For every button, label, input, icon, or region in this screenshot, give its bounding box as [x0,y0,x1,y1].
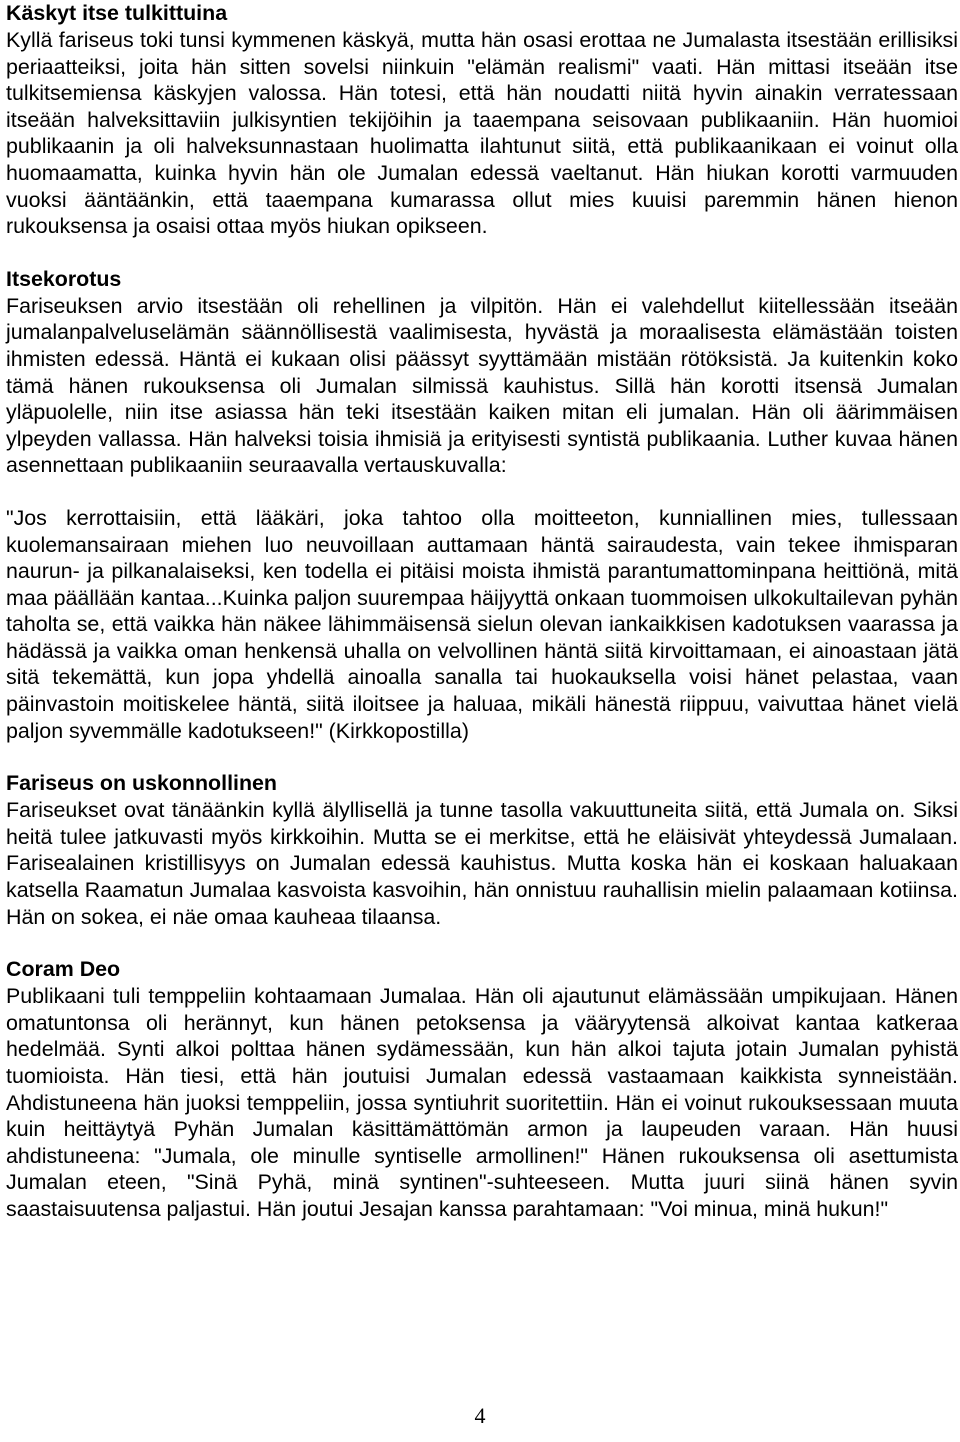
section-heading: Coram Deo [6,957,121,982]
section-paragraph: Publikaani tuli temppeliin kohtaamaan Jumalaa. Hän oli ajautunut elämässään umpikujaan. Hänen omatuntonsa oli herännyt, kun hänen petoksensa ja vääryytensä alkoivat kantaa katkeraa hedelmää. Synti alkoi polttaa hänen sydämessään, kun hän alkoi tajuta jotain Jumalan pyhistä tuomioista. Hän tiesi, että hän joutuisi Jumalan edessä vastaamaan kaikkista synneistään. Ahdistuneena hän juoksi temppeliin, jossa syntiuhrit suoritettiin. Hän ei voinut rukouksessaan muuta kuin heittäytyä Pyhän Jumalan käsittämättömän armon ja laupeuden varaan. Hän huusi ahdistuneena: "Jumala, ole minulle syntiselle armollinen!" Hänen rukouksensa oli asettumista Jumalan eteen, "Sinä Pyhä, minä syntinen"-suhteeseen. Mutta juuri siinä hänen syvin saastaisuutensa paljastui. Hän joutui Jesajan kanssa parahtamaan: "Voi minua, minä hukun!" [6,984,958,1221]
section-spacer [6,744,958,770]
section-heading: Itsekorotus [6,266,122,291]
section-coram-deo [6,956,958,1222]
section-fariseus [6,770,958,930]
document-page [6,0,958,1223]
section-paragraph: Kyllä fariseus toki tunsi kymmenen käskyä, mutta hän osasi erottaa ne Jumalasta itsestään erillisiksi periaatteiksi, joita hän sitten sovelsi niinkuin "elämän realismi" vaati. Hän mittasi itseään itse tulkitsemiensa käskyjen valossa. Hän totesi, että hän noudatti niitä hyvin ainakin verratessaan itseään halveksittaviin julkisyntien tekijöihin ja taaempana seisovaan publikaaniin. Hän huomioi publikaanin ja oli halveksunnastaan huolimatta ilahtunut siitä, että publikaanikaan ei voinut olla huomaamatta, kuinka hyvin hän ole Jumalan edessä vaeltanut. Hän hiukan korotti varmuuden vuoksi ääntäänkin, että taaempana kumarassa ollut mies kuuisi paremmin hänen hienon rukouksensa ja osaisi ottaa myös hiukan opikseen. [6,28,958,239]
section-itsekorotus [6,266,958,745]
section-spacer [6,930,958,956]
section-heading: Fariseus on uskonnollinen [6,771,277,796]
page-number: 4 [474,1403,486,1428]
section-paragraph: Fariseukset ovat tänäänkin kyllä älyllisellä ja tunne tasolla vakuuttuneita siitä, että Jumala on. Siksi heitä tulee jatkuvasti myös kirkkoihin. Mutta se ei merkitse, että he eläisivät yhteydessä Jumalaan. Farisealainen kristillisyys on Jumalan edessä kauhistus. Mutta koska hän ei koskaan haluakaan katsella Raamatun Jumalaa kasvoista kasvoihin, hän onnistuu rauhallisin mielin palaamaan kotiinsa. Hän on sokea, ei näe omaa kauheaa tilaansa. [6,798,958,929]
paragraph-spacer [6,479,958,505]
quote-paragraph: "Jos kerrottaisiin, että lääkäri, joka tahtoo olla moitteeton, kunniallinen mies, tullessaan kuolemansairaan miehen luo neuvoillaan auttamaan häntä sairaudesta, vain tekee ihmisparan naurun- ja pilkanalaiseksi, ken todella ei pitäisi moista ihmistä parantumattominpana heittiönä, mitä maa päällään kantaa...Kuinka paljon suurempaa häijyyttä onkaan tuommoisen ulkokultailevan pyhän taholta se, että vaikka hän näkee lähimmäisensä sielun olevan iankaikkisen kadotuksen vaarassa ja hädässä ja vaikka oman henkensä uhalla on velvollinen häntä siitä kirvoittamaan, ei ainoastaan jätä sitä tekemättä, kun jopa yhdellä ainoalla sanalla tai huokauksella voisi hänet pelastaa, vaan päinvastoin moitiskelee häntä, siitä iloitsee ja haluaa, mikäli hänestä riippuu, vaivuttaa hänet vielä paljon syvemmälle kadotukseen!" (Kirkkopostilla) [6,505,958,743]
section-spacer [6,240,958,266]
section-kaskyt [6,0,958,240]
section-paragraph: Fariseuksen arvio itsestään oli rehellinen ja vilpitön. Hän ei valehdellut kiitellessään itseään jumalanpalveluselämän säännöllisestä vaalimisesta, hyvästä ja moraalisesta elämästään toisten ihmisten edessä. Häntä ei kukaan olisi päässyt syyttämään mistään rötöksistä. Ja kuitenkin koko tämä hänen rukouksensa oli Jumalan silmissä kauhistus. Sillä hän korotti itsensä Jumalan yläpuolelle, niin itse asiassa hän teki itsestään kaiken mitan eli jumalan. Hän oli äärimmäisen ylpeyden vallassa. Hän halveksi toisia ihmisiä ja erityisesti syntistä publikaania. Luther kuvaa hänen asennettaan publikaaniin seuraavalla vertauskuvalla: [6,293,958,478]
section-heading: Käskyt itse tulkittuina [6,1,228,25]
